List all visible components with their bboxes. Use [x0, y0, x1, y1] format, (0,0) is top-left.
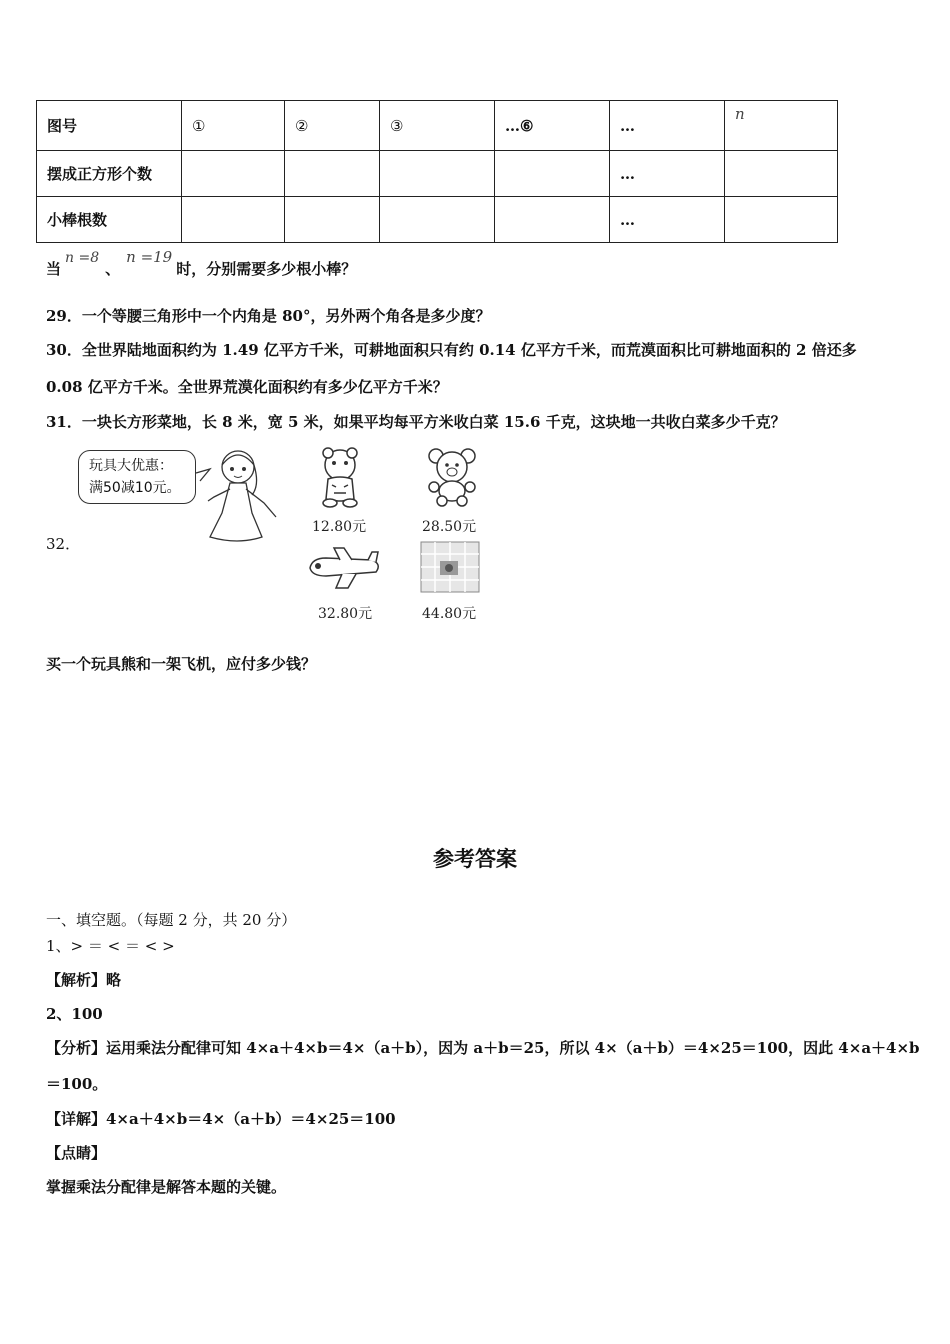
girl-illustration	[190, 445, 285, 550]
table-cell	[495, 197, 610, 243]
price-bear: 28.50元	[422, 519, 477, 535]
answer-2-comment-label: 【点睛】	[46, 1144, 107, 1162]
speech-bubble	[78, 450, 196, 504]
table-cell	[725, 151, 838, 197]
q28-suffix: 时，分别需要多少根小棒？	[176, 260, 357, 278]
price-airplane: 32.80元	[318, 606, 373, 622]
question-31: 31．一块长方形菜地，长 8 米，宽 5 米，如果平均每平方米收白菜 15.6 千克，这块地一共收白菜多少千克？	[46, 413, 786, 431]
table-cell	[725, 197, 838, 243]
table-cell	[495, 151, 610, 197]
bubble-line: 玩具大优惠：	[89, 458, 173, 474]
table-cell	[285, 197, 380, 243]
question-32-number: 32．	[46, 535, 81, 553]
question-32: 买一个玩具熊和一架飞机，应付多少钱？	[46, 655, 317, 673]
table-cell: ①	[182, 101, 285, 151]
q28-sep: 、	[105, 260, 121, 278]
table-cell	[285, 151, 380, 197]
table-header-row	[37, 101, 838, 151]
table-cell: n	[725, 101, 838, 151]
table-cell: ②	[285, 101, 380, 151]
table-cell: 图号	[37, 101, 182, 151]
bubble-line: 满50减10元。	[89, 480, 181, 496]
teddy-bear-icon	[424, 447, 480, 507]
answer-1-analysis: 【解析】略	[46, 971, 122, 989]
answer-2-analysis-line1: 【分析】运用乘法分配律可知 4×a＋4×b＝4×（a＋b），因为 a＋b＝25，所以 4×（a＋b）＝4×25＝100，因此 4×a＋4×b	[46, 1039, 920, 1057]
answers-title: 参考答案	[433, 847, 517, 871]
jigsaw-puzzle-icon	[420, 541, 480, 593]
answer-2-analysis-line2: ＝100。	[46, 1075, 108, 1093]
answer-2-detail: 【详解】4×a＋4×b＝4×（a＋b）＝4×25＝100	[46, 1110, 396, 1128]
q28-prefix: 当	[46, 260, 62, 278]
table-cell: 摆成正方形个数	[37, 151, 182, 197]
q28-n1: n =8	[65, 250, 100, 266]
answer-2: 2、100	[46, 1005, 103, 1023]
answer-2-comment: 掌握乘法分配律是解答本题的关键。	[46, 1178, 287, 1196]
price-tiger: 12.80元	[312, 519, 367, 535]
table-cell: …	[610, 151, 725, 197]
table-cell	[380, 151, 495, 197]
price-puzzle: 44.80元	[422, 606, 477, 622]
tiger-toy-icon	[312, 447, 368, 509]
table-cell: …	[610, 101, 725, 151]
question-30-line1: 30．全世界陆地面积约为 1.49 亿平方千米，可耕地面积只有约 0.14 亿平方千米，而荒漠面积比可耕地面积的 2 倍还多	[46, 341, 857, 359]
answers-section-1: 一、填空题。（每题 2 分，共 20 分）	[46, 911, 297, 929]
table-cell	[380, 197, 495, 243]
table-cell	[182, 151, 285, 197]
table-row	[37, 151, 838, 197]
table-cell: 小棒根数	[37, 197, 182, 243]
table-cell: ③	[380, 101, 495, 151]
table-cell: …⑥	[495, 101, 610, 151]
table-row	[37, 197, 838, 243]
table-cell	[182, 197, 285, 243]
q28-n2: n =19	[126, 248, 173, 266]
q28-question	[46, 248, 357, 279]
answer-1: 1、> ＝ < ＝ < >	[46, 937, 175, 955]
question-30-line2: 0.08 亿平方千米。全世界荒漠化面积约有多少亿平方千米？	[46, 378, 448, 396]
table-cell: …	[610, 197, 725, 243]
figure-table	[36, 100, 838, 243]
airplane-icon	[306, 546, 384, 592]
question-29: 29．一个等腰三角形中一个内角是 80°，另外两个角各是多少度？	[46, 307, 491, 325]
